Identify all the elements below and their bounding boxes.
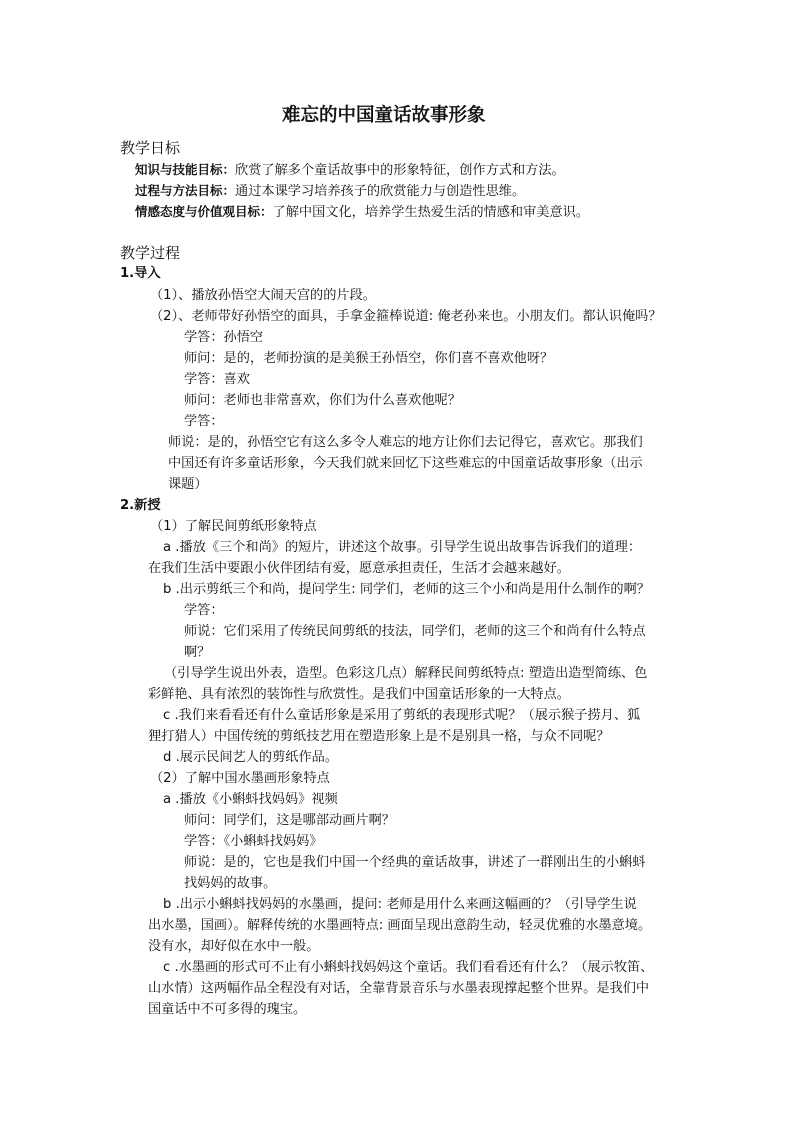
new-line-15: 师问：同学们，这是哪部动画片啊？ [184, 813, 395, 828]
new-line-5: 学答： [184, 603, 224, 618]
new-line-19: b .出示小蝌蚪找妈妈的水墨画，提问: 老师是用什么来画这幅画的？（引导学生说 [163, 897, 637, 912]
new-line-4: b .出示剪纸三个和尚，提问学生: 同学们，老师的这三个小和尚是用什么制作的啊？ [163, 582, 650, 597]
new-line-14: a .播放《小蝌蚪找妈妈》视频 [163, 792, 338, 807]
new-line-21: 没有水，却好似在水中一般。 [148, 939, 320, 954]
knowledge-goal-label: 知识与技能目标： [135, 162, 236, 177]
page-title: 难忘的中国童话故事形象 [282, 105, 486, 126]
new-line-18: 找妈妈的故事。 [184, 876, 277, 891]
intro-line-1: （1）、播放孙悟空大闹天宫的的片段。 [150, 288, 376, 303]
knowledge-goal-text: 欣赏了解多个童话故事中的形象特征，创作方式和方法。 [235, 163, 565, 178]
intro-line-2: （2）、老师带好孙悟空的面具，手拿金箍棒说道: 俺老孙来也。小朋友们。都认识俺吗？ [150, 309, 662, 324]
knowledge-goal [135, 159, 565, 181]
intro-line-10: 课题） [168, 477, 208, 492]
intro-line-4: 师问：是的，老师扮演的是美猴王孙悟空，你们喜不喜欢他呀？ [184, 351, 554, 366]
emotion-goal [135, 201, 589, 223]
new-line-2: a .播放《三个和尚》的短片，讲述这个故事。引导学生说出故事告诉我们的道理： [163, 540, 642, 555]
intro-line-8: 师说：是的，孙悟空它有这么多令人难忘的地方让你们去记得它，喜欢它。那我们 [168, 435, 643, 450]
new-line-8: （引导学生说出外表，造型。色彩这几点）解释民间剪纸特点: 塑造出造型简练、色 [164, 666, 648, 681]
new-line-10: c .我们来看看还有什么童话形象是采用了剪纸的表现形式呢？（展示猴子捞月、狐 [163, 708, 641, 723]
emotion-goal-label: 情感态度与价值观目标： [135, 204, 273, 219]
intro-line-7: 学答： [184, 414, 224, 429]
process-heading: 教学过程 [120, 244, 181, 262]
new-line-24: 国童话中不可多得的瑰宝。 [148, 1002, 307, 1017]
process-goal-text: 通过本课学习培养孩子的欣赏能力与创造性思维。 [235, 184, 526, 199]
new-line-6: 师说：它们采用了传统民间剪纸的技法，同学们，老师的这三个和尚有什么特点 [184, 624, 646, 639]
new-line-7: 啊？ [184, 645, 211, 660]
section-intro-heading: 1.导入 [120, 266, 161, 281]
new-line-11: 狸打猎人）中国传统的剪纸技艺用在塑造形象上是不是别具一格，与众不同呢？ [148, 729, 610, 744]
intro-line-3: 学答：孙悟空 [184, 330, 264, 345]
process-goal-label: 过程与方法目标： [135, 183, 236, 198]
emotion-goal-text: 了解中国文化，培养学生热爱生活的情感和审美意识。 [272, 205, 590, 220]
new-line-13: （2）了解中国水墨画形象特点 [150, 771, 330, 786]
new-line-1: （1）了解民间剪纸形象特点 [150, 519, 317, 534]
goals-heading: 教学日标 [120, 139, 181, 157]
intro-line-9: 中国还有许多童话形象，今天我们就来回忆下这些难忘的中国童话故事形象（出示 [168, 456, 643, 471]
process-goal [135, 180, 525, 202]
new-line-16: 学答：《小蝌蚪找妈妈》 [184, 834, 323, 849]
intro-line-6: 师问：老师也非常喜欢，你们为什么喜欢他呢？ [184, 393, 461, 408]
new-line-12: d .展示民间艺人的剪纸作品。 [163, 750, 339, 765]
new-line-22: c .水墨画的形式可不止有小蝌蚪找妈妈这个童话。我们看看还有什么？（展示牧笛、 [163, 960, 654, 975]
new-line-17: 师说：是的，它也是我们中国一个经典的童话故事，讲述了一群刚出生的小蝌蚪 [184, 855, 646, 870]
section-new-heading: 2.新授 [120, 498, 161, 513]
new-line-3: 在我们生活中要跟小伙伴团结有爱，愿意承担责任，生活才会越来越好。 [148, 561, 570, 576]
new-line-9: 彩鲜艳、具有浓烈的装饰性与欣赏性。是我们中国童话形象的一大特点。 [148, 687, 570, 702]
new-line-20: 出水墨，国画）。解释传统的水墨画特点: 画面呈现出意韵生动，轻灵优雅的水墨意境。 [148, 918, 652, 933]
intro-line-5: 学答：喜欢 [184, 372, 250, 387]
new-line-23: 山水情）这两幅作品全程没有对话，全靠背景音乐与水墨表现撑起整个世界。是我们中 [148, 981, 650, 996]
